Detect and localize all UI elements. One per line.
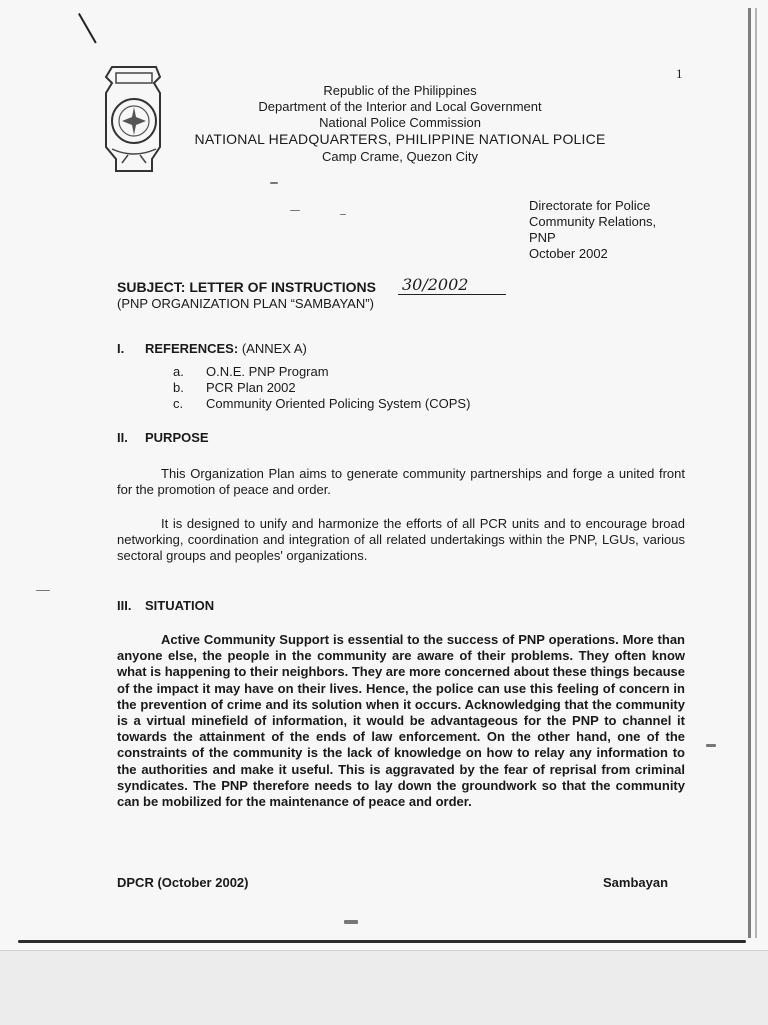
section-references-heading xyxy=(117,341,307,356)
list-item xyxy=(173,380,470,396)
list-item-letter: c. xyxy=(173,396,184,411)
page-number: 1 xyxy=(676,66,683,81)
list-item-text: Community Oriented Policing System (COPS) xyxy=(206,396,471,411)
directorate-line: Community Relations, xyxy=(529,214,657,229)
page-right-edge xyxy=(755,8,757,938)
scan-speck xyxy=(36,590,50,591)
page-bottom-edge xyxy=(18,940,746,943)
subject-label: SUBJECT: LETTER OF INSTRUCTIONS xyxy=(117,279,377,295)
section-purpose-heading xyxy=(117,430,209,445)
footer-sambayan: Sambayan xyxy=(603,875,669,890)
list-item xyxy=(173,364,470,380)
section-title: SITUATION xyxy=(145,598,215,613)
directorate-line: Directorate for Police xyxy=(529,198,651,213)
section-numeral: II. xyxy=(117,430,128,445)
pen-mark xyxy=(78,13,97,43)
header-republic: Republic of the Philippines xyxy=(323,83,477,98)
scan-speck xyxy=(706,744,716,747)
scan-speck xyxy=(340,214,346,215)
header-national-headquarters: NATIONAL HEADQUARTERS, PHILIPPINE NATIONAL POLICE xyxy=(194,131,606,147)
subject-subtitle: (PNP ORGANIZATION PLAN “SAMBAYAN”) xyxy=(117,296,374,311)
list-item-text: PCR Plan 2002 xyxy=(206,380,296,395)
page-right-edge xyxy=(748,8,751,938)
list-item-text: O.N.E. PNP Program xyxy=(206,364,329,379)
header-location: Camp Crame, Quezon City xyxy=(321,149,479,164)
scan-speck xyxy=(290,210,300,211)
section-title: PURPOSE xyxy=(145,430,209,445)
list-item xyxy=(173,396,470,412)
footer-dpcr: DPCR (October 2002) xyxy=(117,875,249,890)
list-item-letter: a. xyxy=(173,364,184,379)
header-commission: National Police Commission xyxy=(319,115,481,130)
section-situation-heading xyxy=(117,598,214,613)
annex-reference: (ANNEX A) xyxy=(241,341,307,356)
purpose-paragraph-2: It is designed to unify and harmonize the efforts of all PCR units and to encourage broad networking, coordination and integration of all related undertakings within the PNP, LGUs, various sectoral groups and peoples' organizations. xyxy=(117,516,685,564)
directorate-line: PNP xyxy=(529,230,556,245)
scan-speck xyxy=(344,920,358,924)
section-numeral: I. xyxy=(117,341,125,356)
section-numeral: III. xyxy=(117,598,132,613)
scan-speck xyxy=(270,182,278,184)
instruction-number-handwritten: 30/2002 xyxy=(398,275,506,295)
references-list xyxy=(173,364,470,412)
directorate-date: October 2002 xyxy=(529,246,608,261)
header-department: Department of the Interior and Local Government xyxy=(258,99,542,114)
next-page-strip xyxy=(0,950,768,1025)
section-title: REFERENCES: xyxy=(145,341,239,356)
purpose-paragraph-1: This Organization Plan aims to generate community partnerships and forge a united front for the promotion of peace and order. xyxy=(117,466,685,498)
situation-paragraph: Active Community Support is essential to the success of PNP operations. More than anyone else, the people in the community are aware of their problems. They often know what is happening to their neighbors. They are more concerned about these things because of the impact it may have on their lives. Hence, the police can use this feeling of concern in the prevention of crime and its solution when it occurs. Acknowledging that the community is a virtual minefield of information, it would be advantageous for the PNP to channel it towards the attainment of the ends of law enforcement. On the other hand, one of the constraints of the community is the lack of knowledge on how to relay any information to the authorities and make it useful. This is aggravated by the fear of reprisal from criminal syndicates. The PNP therefore needs to lay down the groundwork so that the community can be mobilized for the maintenance of peace and order. xyxy=(117,632,685,810)
list-item-letter: b. xyxy=(173,380,184,395)
directorate-block xyxy=(529,198,656,262)
